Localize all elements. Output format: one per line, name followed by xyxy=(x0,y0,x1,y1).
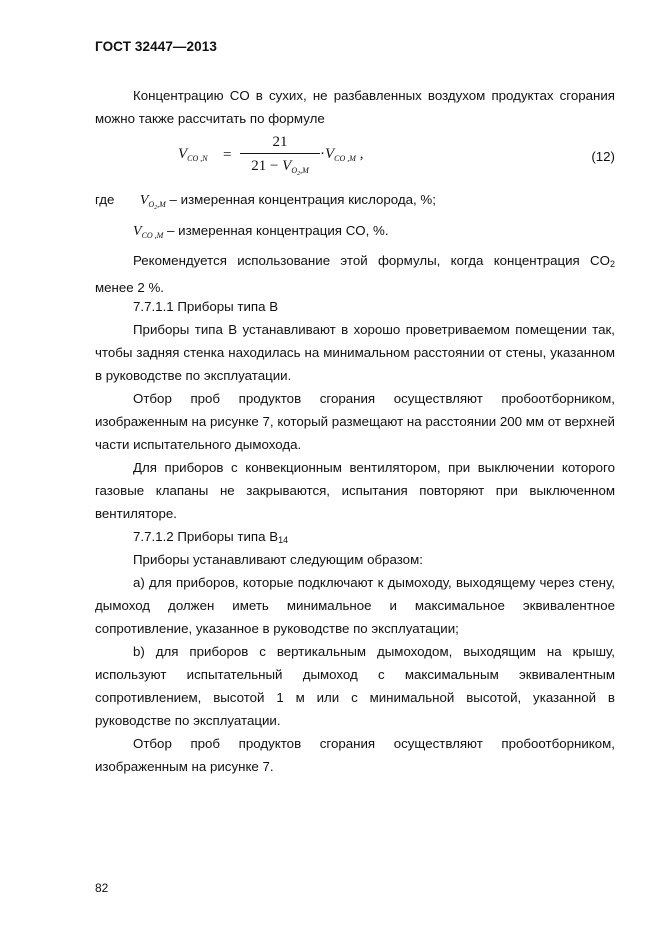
where-row-2 xyxy=(133,221,389,246)
intro-line-1: Концентрацию CO в сухих, не разбавленных воздухом продуктах сгорания xyxy=(133,88,615,103)
section-b14-item-a: a) для приборов, которые подключают к дымоходу, выходящему через стену, дымоход должен иметь минимальное и максимальное эквивалентное сопротивление, указанное в руководстве по эксплуатации; xyxy=(95,575,615,636)
where-row-1 xyxy=(95,190,436,218)
formula-fraction xyxy=(240,133,320,183)
formula-number: (12) xyxy=(591,149,615,164)
formula-lhs: $V_{CO ,N}$ xyxy=(178,146,208,163)
intro-paragraph xyxy=(95,84,615,130)
recommend-paragraph: Рекомендуется использование этой формулы, когда концентрация CO2 менее 2 %. xyxy=(95,253,615,295)
where-text-co: – измеренная концентрация CO, %. xyxy=(167,223,389,238)
section-heading-b14: 7.7.1.2 Приборы типа B14 xyxy=(133,529,289,545)
fraction-bar xyxy=(240,153,320,154)
section-b-para-3: Для приборов с конвекционным вентилятором, при выключении которого газовые клапаны не закрываются, испытания повторяют при выключенном вентиляторе. xyxy=(95,460,615,521)
document-header: ГОСТ 32447—2013 xyxy=(95,39,217,54)
section-b-para-1: Приборы типа B устанавливают в хорошо проветриваемом помещении так, чтобы задняя стенка находилась на минимальном расстоянии от стены, указанном в руководстве по эксплуатации. xyxy=(95,322,615,383)
page-number: 82 xyxy=(95,881,109,895)
formula-rhs: $\cdot V_{CO ,M}$ , xyxy=(320,146,364,163)
where-text-o2: – измеренная концентрация кислорода, %; xyxy=(169,192,436,207)
formula-equals: = xyxy=(223,147,232,163)
section-heading-b: 7.7.1.1 Приборы типа B xyxy=(133,299,279,314)
formula-numerator: 21 xyxy=(272,134,288,150)
where-label: где xyxy=(95,192,115,207)
section-b14-para-1: Приборы устанавливают следующим образом: xyxy=(133,552,423,567)
formula-12 xyxy=(178,133,618,183)
section-b14-para-last: Отбор проб продуктов сгорания осуществляют пробоотборником, изображенным на рисунке 7. xyxy=(95,736,615,774)
where-var-co: $V_{CO ,M}$ xyxy=(133,224,164,240)
section-b14-item-b: b) для приборов с вертикальным дымоходом, выходящим на крышу, используют испытательный дымоход с максимальным эквивалентным сопротивлением, высотой 1 м или с минимальной высотой, указанной в руководстве по эксплуатации. xyxy=(95,644,615,728)
intro-line-2: можно также рассчитать по формуле xyxy=(95,111,325,126)
where-var-o2: $V_{O_2,M}$ xyxy=(139,193,166,211)
section-b-para-2: Отбор проб продуктов сгорания осуществляют пробоотборником, изображенным на рисунке 7, который размещают на расстоянии 200 мм от верхней части испытательного дымохода. xyxy=(95,391,615,452)
formula-denominator: $21 - V_{O_2,M}$ xyxy=(251,158,309,177)
